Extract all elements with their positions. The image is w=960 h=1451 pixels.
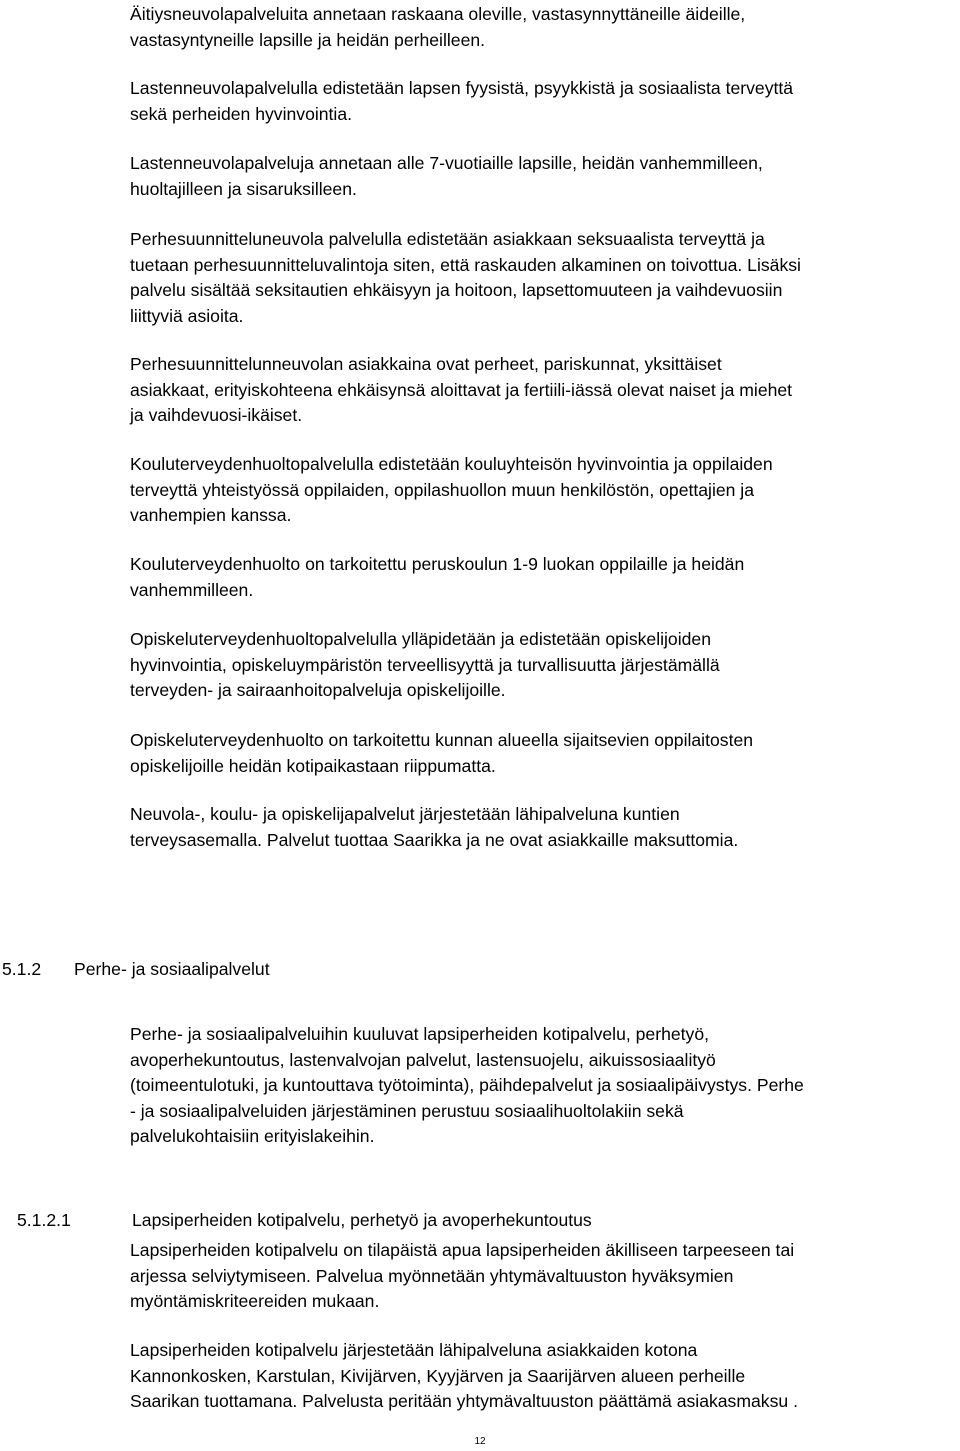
paragraph-child-clinic-recipients: Lastenneuvolapalveluja annetaan alle 7-vuotiaille lapsille, heidän vanhemmilleen, huoltajilleen ja sisaruksilleen. <box>130 153 763 199</box>
paragraph-school-health-recipients: Kouluterveydenhuolto on tarkoitettu peruskoulun 1-9 luokan oppilaille ja heidän vanhemmilleen. <box>130 554 745 600</box>
paragraph-services-provision: Neuvola-, koulu- ja opiskelijapalvelut järjestetään lähipalveluna kuntien terveysasemalla. Palvelut tuottaa Saarikka ja ne ovat asiakkaille maksuttomia. <box>130 804 739 850</box>
paragraph-student-health-goal: Opiskeluterveydenhuoltopalvelulla ylläpidetään ja edistetään opiskelijoiden hyvinvointia, opiskeluympäristön terveellisyyttä ja turvallisuutta järjestämällä terveyden- ja sairaanhoitopalveluja opiskelijoille. <box>130 629 720 700</box>
paragraph-family-planning-clients: Perhesuunnittelunneuvolan asiakkaina ovat perheet, pariskunnat, yksittäiset asiakkaat, erityiskohteena ehkäisynsä aloittavat ja fertiili-iässä olevat naiset ja miehet ja vaihdevuosi-ikäiset. <box>130 354 793 425</box>
page-number: 12 <box>474 1436 486 1447</box>
subsection-number: 5.1.2.1 <box>17 1210 71 1230</box>
paragraph-maternity-clinic: Äitiysneuvolapalveluita annetaan raskaana oleville, vastasynnyttäneille äideille, vastasyntyneille lapsille ja heidän perheilleen. <box>130 4 746 50</box>
paragraph-home-service-description: Lapsiperheiden kotipalvelu on tilapäistä apua lapsiperheiden äkilliseen tarpeeseen tai arjessa selviytymiseen. Palvelua myönnetään yhtymävaltuuston hyväksymien myöntämiskriteereiden mukaan. <box>130 1240 795 1311</box>
paragraph-child-clinic-goal: Lastenneuvolapalvelulla edistetään lapsen fyysistä, psyykkistä ja sosiaalista terveyttä sekä perheiden hyvinvointia. <box>130 78 794 124</box>
paragraph-family-social-services: Perhe- ja sosiaalipalveluihin kuuluvat lapsiperheiden kotipalvelu, perhetyö, avoperhekuntoutus, lastenvalvojan palvelut, lastensuojelu, aikuissosiaalityö (toimeentulotuki, ja kuntouttava työtoiminta), päihdepalvelut ja sosiaalipäivystys. Perhe - ja sosiaalipalveluiden järjestäminen perustuu sosiaalihuoltolakiin sekä palvelukohtaisiin erityislakeihin. <box>130 1024 804 1146</box>
section-title: Perhe- ja sosiaalipalvelut <box>74 959 270 979</box>
paragraph-school-health-goal: Kouluterveydenhuoltopalvelulla edistetään kouluyhteisön hyvinvointia ja oppilaiden terveyttä yhteistyössä oppilaiden, oppilashuollon muun henkilöstön, opettajien ja vanhempien kanssa. <box>130 454 773 525</box>
paragraph-family-planning-clinic: Perhesuunnitteluneuvola palvelulla edistetään asiakkaan seksuaalista terveyttä ja tuetaan perhesuunnitteluvalintoja siten, että raskauden alkaminen on toivottua. Lisäksi palvelu sisältää seksitautien ehkäisyyn ja hoitoon, lapsettomuuteen ja vaihdevuosiin liittyviä asioita. <box>130 229 801 326</box>
subsection-title: Lapsiperheiden kotipalvelu, perhetyö ja avoperhekuntoutus <box>132 1210 592 1230</box>
paragraph-home-service-provision: Lapsiperheiden kotipalvelu järjestetään lähipalveluna asiakkaiden kotona Kannonkosken, Karstulan, Kivijärven, Kyyjärven ja Saarijärven alueen perheille Saarikan tuottamana. Palvelusta peritään yhtymävaltuuston päättämä asiakasmaksu . <box>130 1340 798 1411</box>
paragraph-student-health-recipients: Opiskeluterveydenhuolto on tarkoitettu kunnan alueella sijaitsevien oppilaitosten opiskelijoille heidän kotipaikastaan riippumatta. <box>130 730 754 776</box>
section-number: 5.1.2 <box>2 959 42 979</box>
